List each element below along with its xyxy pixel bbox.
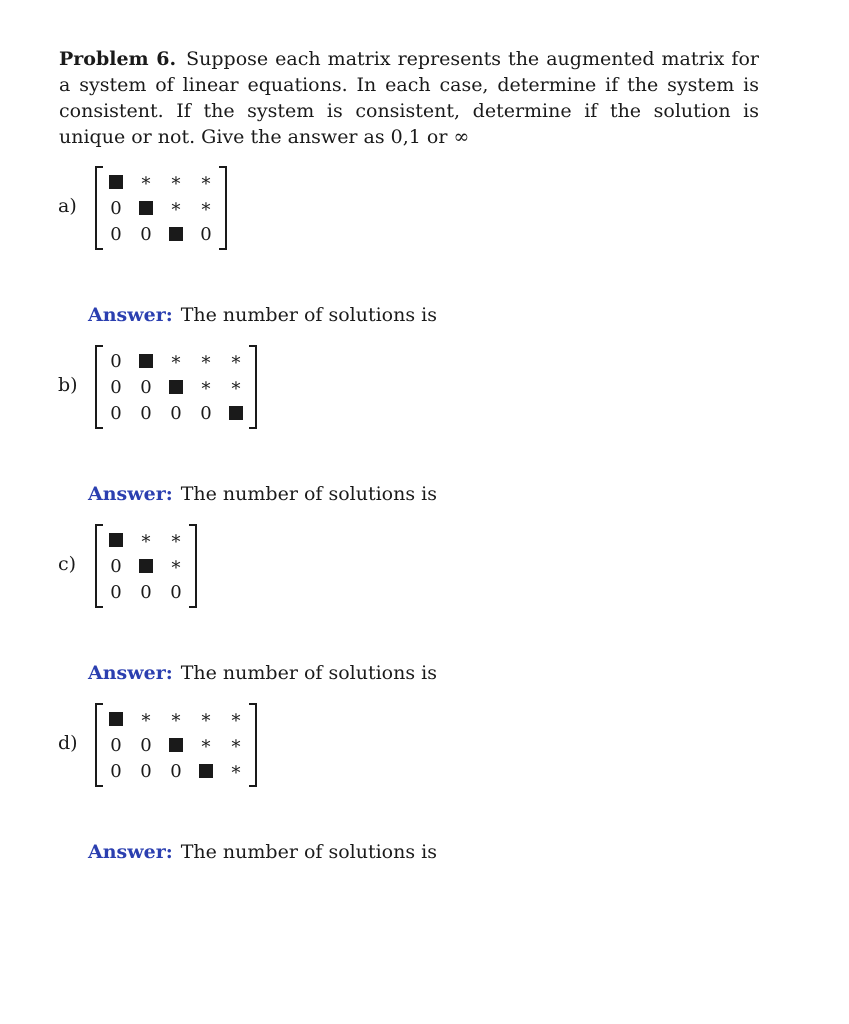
matrix-entry: 0 [140,376,152,398]
answer-text: The number of solutions is [180,662,437,684]
matrix-entry: 0 [140,402,152,424]
answer-line [88,662,437,684]
part-label: b) [58,374,78,396]
pivot-square [161,732,191,758]
pivot-square [131,195,161,221]
pivot-square [131,348,161,374]
matrix-entry: 0 [110,350,122,372]
pivot-square-icon [109,712,123,726]
pivot-square-icon [169,380,183,394]
matrix-entry-star: ∗ [199,732,213,754]
matrix-entry: 0 [170,760,182,782]
answer-label: Answer: [88,662,173,684]
pivot-square-icon [169,738,183,752]
pivot-square-icon [199,764,213,778]
answer-text: The number of solutions is [180,304,437,326]
matrix-entry: 0 [170,581,182,603]
matrix-entry: 0 [110,223,122,245]
augmented-matrix [95,347,257,427]
matrix-entry: 0 [140,760,152,782]
pivot-square [101,169,131,195]
matrix-entry-star: ∗ [169,169,183,191]
matrix-entry-star: ∗ [199,706,213,728]
part-label: a) [58,195,77,217]
answer-text: The number of solutions is [180,483,437,505]
matrix-entry: 0 [110,402,122,424]
matrix-entry-star: ∗ [139,706,153,728]
matrix-entry-star: ∗ [199,169,213,191]
answer-line [88,841,437,863]
matrix-entry: 0 [110,760,122,782]
matrix-entry: 0 [110,197,122,219]
matrix-entry-star: ∗ [199,348,213,370]
answer-label: Answer: [88,841,173,863]
matrix-entry-star: ∗ [199,374,213,396]
matrix-entry: 0 [110,376,122,398]
matrix-entry: 0 [140,581,152,603]
matrix-entry: 0 [110,555,122,577]
pivot-square [101,527,131,553]
pivot-square [161,374,191,400]
pivot-square [191,758,221,784]
matrix-entry: 0 [140,223,152,245]
pivot-square-icon [139,354,153,368]
matrix-entry: 0 [170,402,182,424]
pivot-square [131,553,161,579]
part-label: c) [58,553,77,575]
problem-text: Suppose each matrix represents the augmented matrix for a system of linear equations. In each case, determine if the system is consistent. If the system is consistent, determine if the solution is unique or not. Give the answer as 0,1 or ∞ [59,48,759,148]
matrix-entry-star: ∗ [169,527,183,549]
pivot-square [161,221,191,247]
pivot-square-icon [229,406,243,420]
pivot-square [101,706,131,732]
matrix-entry: 0 [200,223,212,245]
pivot-square-icon [139,201,153,215]
matrix-entry-star: ∗ [139,169,153,191]
augmented-matrix [95,168,227,248]
pivot-square-icon [169,227,183,241]
matrix-entry: 0 [110,581,122,603]
matrix-entry: 0 [200,402,212,424]
matrix-entry-star: ∗ [169,195,183,217]
matrix-entry-star: ∗ [229,732,243,754]
pivot-square-icon [139,559,153,573]
matrix-entry-star: ∗ [229,374,243,396]
matrix-entry-star: ∗ [229,348,243,370]
problem-statement [59,46,759,150]
answer-line [88,483,437,505]
pivot-square [221,400,251,426]
problem-title: Problem 6. [59,48,177,70]
matrix-entry: 0 [110,734,122,756]
answer-line [88,304,437,326]
matrix-entry-star: ∗ [169,706,183,728]
pivot-square-icon [109,175,123,189]
answer-text: The number of solutions is [180,841,437,863]
matrix-entry-star: ∗ [229,758,243,780]
matrix-entry-star: ∗ [169,553,183,575]
pivot-square-icon [109,533,123,547]
matrix-entry-star: ∗ [229,706,243,728]
matrix-entry-star: ∗ [199,195,213,217]
answer-label: Answer: [88,483,173,505]
answer-label: Answer: [88,304,173,326]
augmented-matrix [95,526,197,606]
part-label: d) [58,732,78,754]
matrix-entry-star: ∗ [139,527,153,549]
matrix-entry-star: ∗ [169,348,183,370]
matrix-entry: 0 [140,734,152,756]
augmented-matrix [95,705,257,785]
